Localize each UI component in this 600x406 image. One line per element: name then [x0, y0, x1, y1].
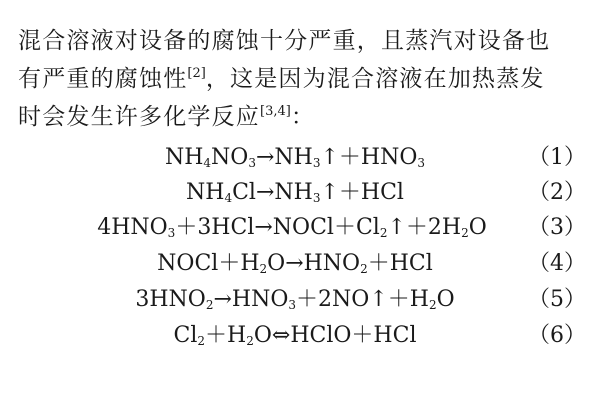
subscript: 2 — [246, 334, 254, 348]
equation-formula — [75, 140, 515, 176]
equation-row — [0, 140, 600, 176]
equation-number: （2） — [528, 180, 586, 205]
formula-text: ＋2NO↑＋H — [296, 287, 429, 312]
equation-row — [0, 318, 600, 354]
formula-text: ↑＋2H — [387, 215, 462, 240]
subscript: 2 — [461, 226, 469, 240]
subscript: 4 — [203, 156, 212, 170]
subscript: 3 — [288, 298, 297, 312]
formula-text: ＋H — [205, 323, 247, 348]
equation-formula — [75, 282, 515, 318]
formula-text: 3HNO — [135, 287, 206, 312]
equation-number: （5） — [528, 287, 586, 312]
formula-text: ＋3HCl→NOCl＋Cl — [175, 215, 380, 240]
formula-text: NH — [164, 145, 204, 170]
equation-formula — [75, 246, 515, 282]
formula-text: ＋HCl — [367, 251, 433, 276]
line-3-text-b: ： — [290, 104, 316, 130]
subscript: 3 — [312, 156, 321, 170]
formula-text: NO — [211, 145, 249, 170]
line-3-text-a: 时会发生许多化学反应 — [18, 104, 260, 130]
equation-formula — [75, 175, 515, 211]
formula-text: NH — [186, 180, 225, 205]
citation-2: [2] — [187, 66, 206, 81]
subscript: 3 — [312, 191, 321, 205]
subscript: 2 — [259, 262, 268, 276]
formula-text: O→HNO — [267, 251, 361, 276]
subscript: 2 — [205, 298, 214, 312]
subscript: 2 — [360, 262, 368, 276]
paragraph-line-3 — [18, 98, 588, 136]
paragraph-line-1: 混合溶液对设备的腐蚀十分严重，且蒸汽对设备也 — [18, 28, 551, 54]
formula-text: →NH — [255, 145, 313, 170]
formula-text: O — [468, 215, 487, 240]
formula-text: 4HNO — [97, 215, 168, 240]
equation-formula — [72, 210, 512, 246]
formula-text: O⇔HClO＋HCl — [253, 323, 417, 348]
equation-formula — [75, 318, 515, 354]
subscript: 3 — [167, 226, 176, 240]
formula-text: →HNO — [213, 287, 289, 312]
subscript: 3 — [248, 156, 256, 170]
formula-text: O — [436, 287, 455, 312]
body-paragraph — [18, 22, 588, 136]
paragraph-line-2 — [18, 60, 588, 98]
formula-text: NOCl＋H — [157, 251, 260, 276]
subscript: 3 — [417, 156, 426, 170]
subscript: 2 — [379, 226, 388, 240]
formula-text: Cl→NH — [232, 180, 313, 205]
subscript: 4 — [224, 191, 233, 205]
equation-number: （3） — [528, 215, 586, 240]
equation-row — [0, 246, 600, 282]
equation-number: （1） — [528, 145, 586, 170]
formula-text: ↑＋HNO — [320, 145, 418, 170]
equation-row — [0, 282, 600, 318]
subscript: 2 — [428, 298, 437, 312]
subscript: 2 — [197, 334, 206, 348]
line-2-text-a: 有严重的腐蚀性 — [18, 66, 188, 92]
line-2-text-b: ，这是因为混合溶液在加热蒸发 — [205, 66, 545, 92]
formula-text: Cl — [173, 323, 198, 348]
equation-row — [0, 175, 600, 211]
citation-3-4: [3,4] — [260, 104, 291, 119]
equation-number: （4） — [528, 251, 586, 276]
equation-number: （6） — [528, 323, 586, 348]
formula-text: ↑＋HCl — [320, 180, 404, 205]
equation-row — [0, 210, 600, 246]
